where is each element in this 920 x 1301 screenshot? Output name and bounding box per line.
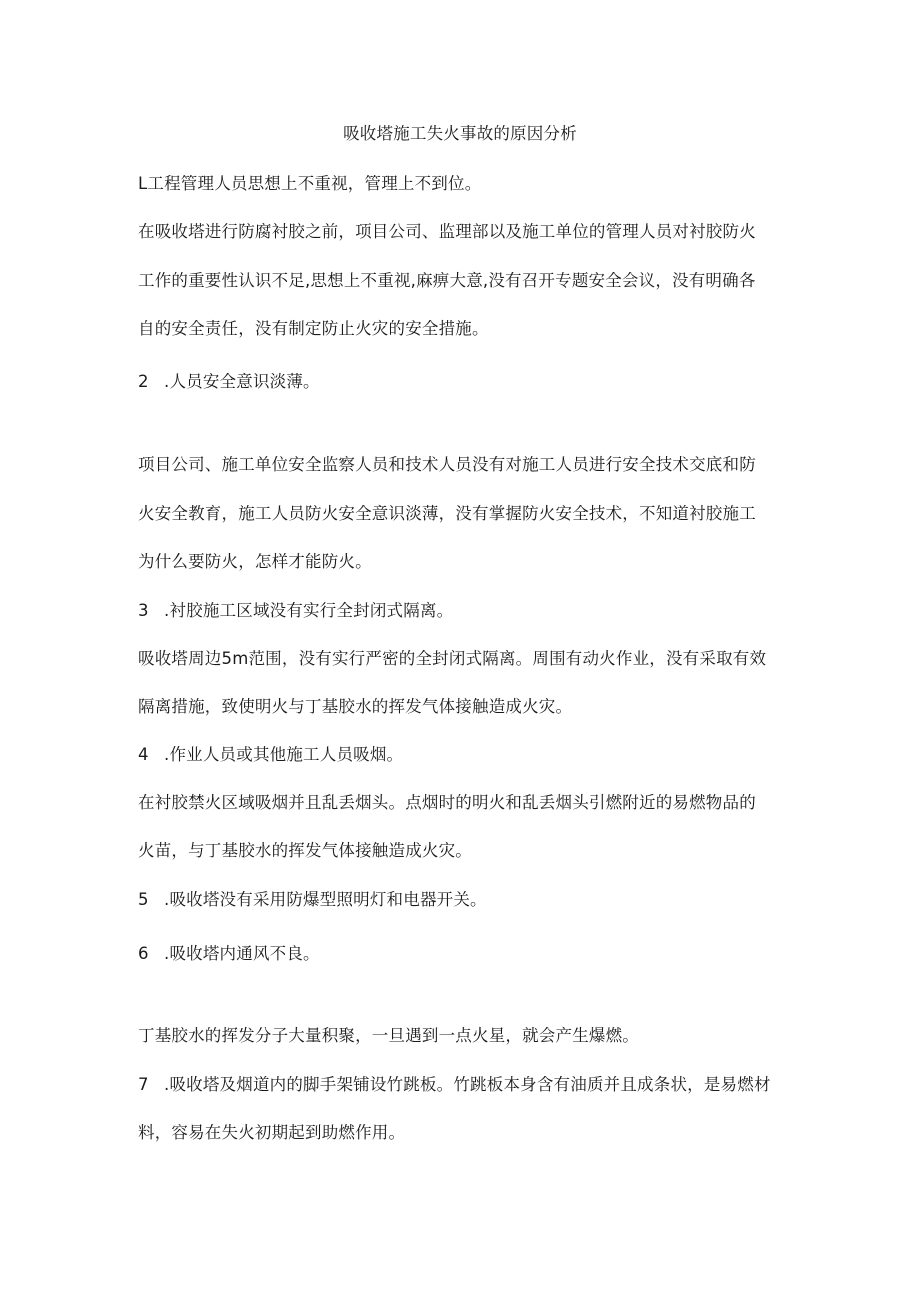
section-3-heading [138, 601, 453, 621]
section-2-number: 2 [138, 372, 149, 391]
document-title: 吸收塔施工失火事故的原因分析 [343, 124, 577, 143]
section-3-body-line: 隔离措施，致使明火与丁基胶水的挥发气体接触造成火灾。 [138, 697, 573, 716]
section-2-heading [138, 372, 320, 392]
section-7-heading [138, 1075, 771, 1095]
section-2-heading-text: .人员安全意识淡薄。 [164, 372, 320, 391]
section-6-heading-text: .吸收塔内通风不良。 [164, 944, 320, 963]
section-7-number: 7 [138, 1075, 149, 1094]
section-4-body-line: 在衬胶禁火区域吸烟并且乱丢烟头。点烟时的明火和乱丢烟头引燃附近的易燃物品的 [138, 793, 756, 812]
section-7-body-line: 料，容易在失火初期起到助燃作用。 [138, 1123, 406, 1142]
section-6-heading [138, 944, 320, 964]
section-6-number: 6 [138, 944, 149, 963]
section-7-heading-text: .吸收塔及烟道内的脚手架铺设竹跳板。竹跳板本身含有油质并且成条状，是易燃材 [164, 1075, 771, 1094]
section-5-number: 5 [138, 890, 149, 909]
section-3-body-line: 吸收塔周边5m范围，没有实行严密的全封闭式隔离。周围有动火作业，没有采取有效 [138, 649, 767, 668]
section-2-body-line: 火安全教育，施工人员防火安全意识淡薄，没有掌握防火安全技术，不知道衬胶施工 [138, 504, 756, 523]
section-2-body-line: 项目公司、施工单位安全监察人员和技术人员没有对施工人员进行安全技术交底和防 [138, 455, 756, 474]
section-4-heading-text: .作业人员或其他施工人员吸烟。 [164, 745, 404, 764]
section-4-body-line: 火苗，与丁基胶水的挥发气体接触造成火灾。 [138, 841, 472, 860]
section-6-body-line: 丁基胶水的挥发分子大量积聚，一旦遇到一点火星，就会产生爆燃。 [138, 1026, 639, 1045]
section-1-body-line: 工作的重要性认识不足,思想上不重视,麻痹大意,没有召开专题安全会议，没有明确各 [138, 271, 756, 290]
section-4-number: 4 [138, 745, 149, 764]
section-4-heading [138, 745, 403, 765]
section-2-body-line: 为什么要防火，怎样才能防火。 [138, 552, 372, 571]
section-1-body-line: 在吸收塔进行防腐衬胶之前，项目公司、监理部以及施工单位的管理人员对衬胶防火 [138, 222, 756, 241]
section-1-body-line: 自的安全责任，没有制定防止火灾的安全措施。 [138, 319, 489, 338]
section-3-number: 3 [138, 601, 149, 620]
section-5-heading-text: .吸收塔没有采用防爆型照明灯和电器开关。 [164, 890, 487, 909]
section-3-heading-text: .衬胶施工区域没有实行全封闭式隔离。 [164, 601, 454, 620]
section-5-heading [138, 890, 487, 910]
section-1-heading: L工程管理人员思想上不重视，管理上不到位。 [138, 174, 482, 193]
